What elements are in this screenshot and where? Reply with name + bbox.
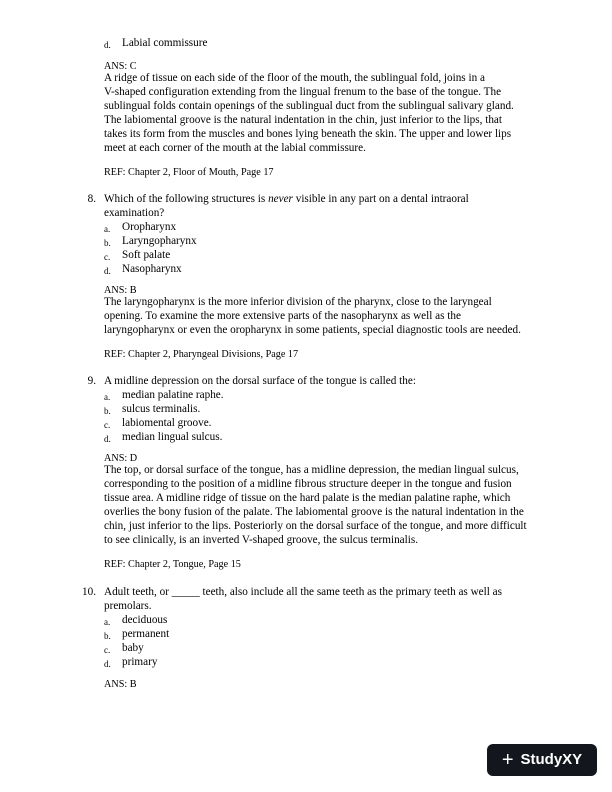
- q8-option-b: Laryngopharynx: [122, 235, 197, 247]
- q10-option-letter: b.: [104, 631, 111, 641]
- plus-icon: +: [501, 749, 514, 771]
- q9-stem: A midline depression on the dorsal surface of the tongue is called the:: [104, 375, 416, 387]
- q8-stem-part: Which of the following structures is: [104, 193, 269, 205]
- q9-option-letter: d.: [104, 434, 111, 444]
- q9-explanation-line: corresponding to the position of a midline fibrous structure deeper in the tongue and fusion: [104, 478, 512, 490]
- q9-explanation-line: tissue area. A midline ridge of tissue on the hard palate is the median palatine raphe, which: [104, 492, 511, 504]
- q7-explanation-line: A ridge of tissue on each side of the floor of the mouth, the sublingual fold, joins in a: [104, 72, 485, 84]
- q9-answer: ANS: D: [104, 453, 138, 464]
- q8-option-d: Nasopharynx: [122, 263, 182, 275]
- q9-option-letter: c.: [104, 420, 111, 430]
- q7-reference: REF: Chapter 2, Floor of Mouth, Page 17: [104, 167, 274, 178]
- q9-option-letter: b.: [104, 406, 111, 416]
- q10-option-d: primary: [122, 656, 158, 668]
- q7-explanation-line: sublingual folds contain openings of the sublingual duct from the sublingual salivary gland.: [104, 100, 514, 112]
- q8-explanation-line: laryngopharynx or even the oropharynx in some patients, special diagnostic tools are needed.: [104, 324, 521, 336]
- q8-option-letter: b.: [104, 238, 111, 248]
- q8-explanation-line: The laryngopharynx is the more inferior division of the pharynx, close to the laryngeal: [104, 296, 492, 308]
- q8-option-c: Soft palate: [122, 249, 171, 261]
- q7-explanation-line: takes its form from the muscles and bones lying beneath the skin. The upper and lower lips: [104, 128, 512, 140]
- q8-stem: [104, 192, 469, 206]
- q9-number: 9.: [87, 375, 96, 387]
- q9-option-d: median lingual sulcus.: [122, 431, 223, 443]
- q9-explanation-line: to see clinically, is an inverted V-shaped groove, the sulcus terminalis.: [104, 534, 419, 546]
- q9-option-letter: a.: [104, 392, 111, 402]
- q8-option-letter: c.: [104, 252, 111, 262]
- q9-explanation-line: chin, just inferior to the lips. Posteriorly on the dorsal surface of the tongue, and more difficult: [104, 520, 527, 532]
- q8-option-a: Oropharynx: [122, 221, 177, 233]
- q8-option-letter: a.: [104, 224, 111, 234]
- q10-option-letter: a.: [104, 617, 111, 627]
- q10-option-letter: c.: [104, 645, 111, 655]
- q10-option-b: permanent: [122, 628, 170, 640]
- studyxy-badge[interactable]: [487, 744, 597, 776]
- q10-answer: ANS: B: [104, 679, 137, 690]
- q10-stem: Adult teeth, or _____ teeth, also include all the same teeth as the primary teeth as well as: [104, 586, 502, 598]
- q10-option-letter: d.: [104, 659, 111, 669]
- q9-option-a: median palatine raphe.: [122, 389, 224, 401]
- q7-option-d-letter: d.: [104, 40, 111, 50]
- q7-option-d-text: Labial commissure: [122, 37, 208, 49]
- q8-stem-part: visible in any part on a dental intraoral: [292, 193, 469, 205]
- q8-stem-emphasis: never: [268, 193, 293, 205]
- q8-number: 8.: [87, 193, 96, 205]
- q9-reference: REF: Chapter 2, Tongue, Page 15: [104, 559, 241, 570]
- q9-option-c: labiomental groove.: [122, 417, 212, 429]
- q8-option-letter: d.: [104, 266, 111, 276]
- q10-option-a: deciduous: [122, 614, 168, 626]
- q10-number: 10.: [82, 586, 96, 598]
- q8-stem-line2: examination?: [104, 207, 165, 219]
- q8-explanation-line: opening. To examine the more extensive parts of the nasopharynx as well as the: [104, 310, 461, 322]
- q8-answer: ANS: B: [104, 285, 137, 296]
- q8-reference: REF: Chapter 2, Pharyngeal Divisions, Page 17: [104, 349, 299, 360]
- q7-explanation-line: V-shaped configuration extending from the lingual frenum to the base of the tongue. The: [104, 86, 502, 98]
- q7-explanation-line: meet at each corner of the mouth at the labial commissure.: [104, 142, 366, 154]
- q9-explanation-line: The top, or dorsal surface of the tongue, has a midline depression, the median lingual sulcus,: [104, 464, 519, 476]
- q9-option-b: sulcus terminalis.: [122, 403, 201, 415]
- brand-name: StudyXY: [520, 751, 583, 768]
- q10-stem-line2: premolars.: [104, 600, 152, 612]
- q9-explanation-line: overlies the bony fusion of the palate. The labiomental groove is the natural indentation in the: [104, 506, 524, 518]
- q10-option-c: baby: [122, 642, 144, 654]
- q7-explanation-line: The labiomental groove is the natural indentation in the chin, just inferior to the lips, that: [104, 114, 502, 126]
- q7-answer: ANS: C: [104, 61, 137, 72]
